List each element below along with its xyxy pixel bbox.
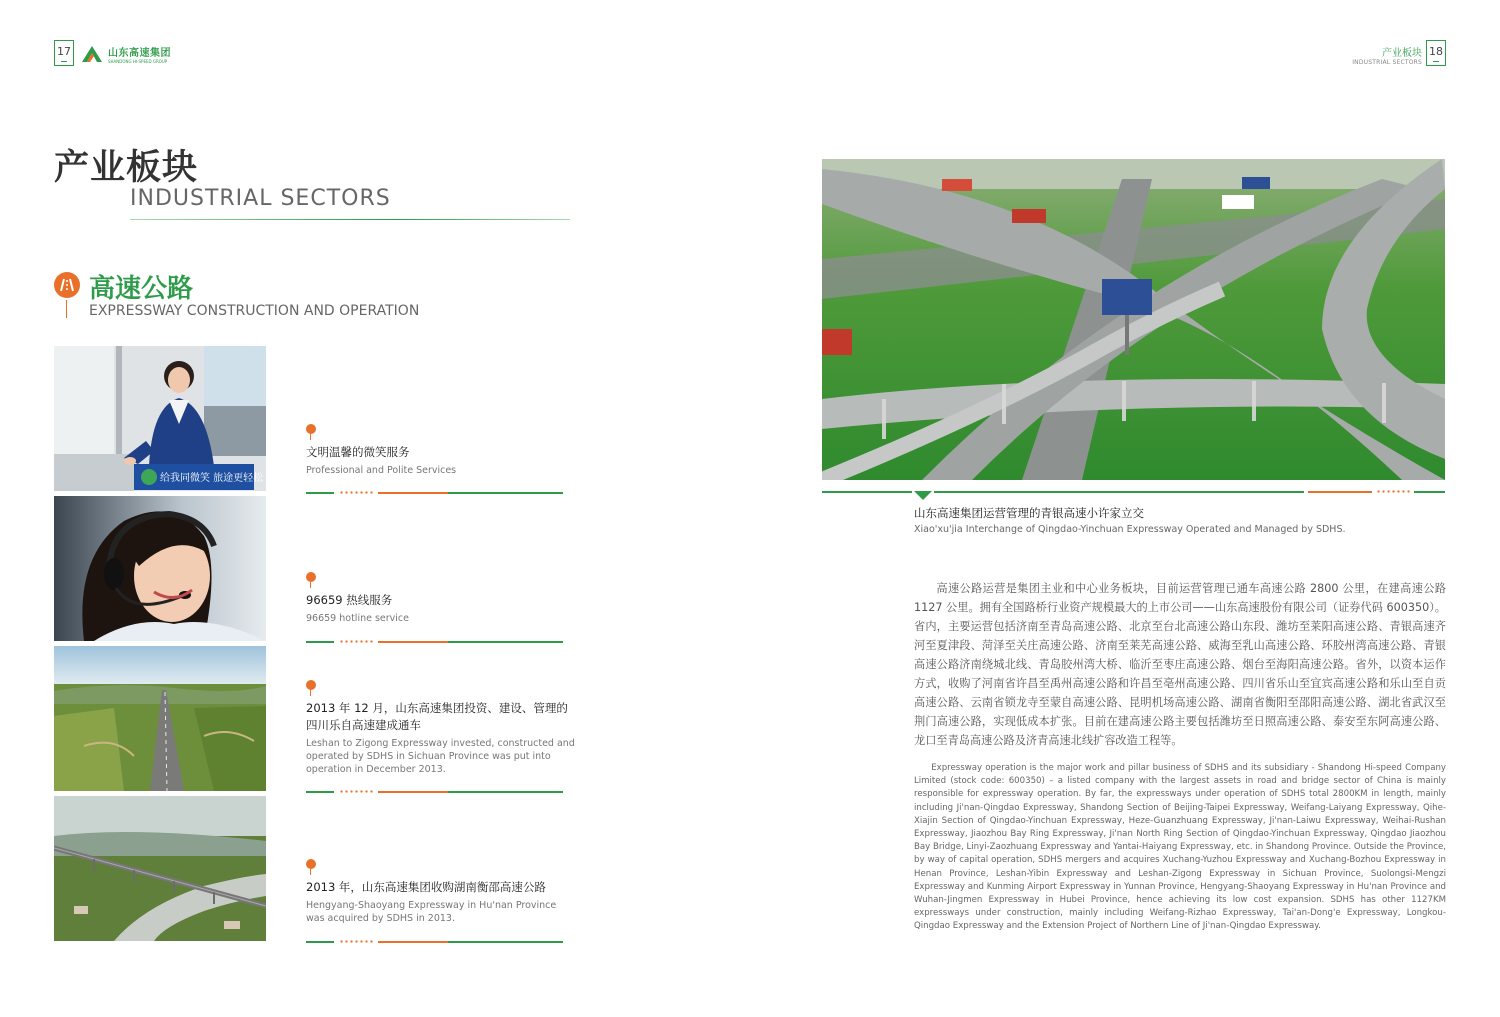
brand-logo (80, 44, 171, 64)
item-divider (306, 791, 563, 793)
section-tick (66, 300, 67, 318)
bullet-icon (306, 859, 316, 869)
page-number-left: 17 (54, 40, 74, 66)
list-item (306, 680, 576, 776)
running-head-en: INDUSTRIAL SECTORS (1352, 59, 1422, 66)
toll-booth-photo (54, 346, 266, 491)
list-item (306, 424, 576, 477)
item-divider (306, 941, 563, 943)
page-title-en: INDUSTRIAL SECTORS (130, 186, 391, 211)
booth-sign-text: 给我同微笑 旅途更轻松 (160, 473, 264, 484)
running-head-cn: 产业板块 (1382, 48, 1422, 59)
page-title: 产业板块 (54, 148, 199, 188)
road-icon (54, 272, 80, 298)
item-title: 2013 年 12 月，山东高速集团投资、建设、管理的四川乐自高速建成通车 (306, 701, 568, 732)
item-subtitle: Leshan to Zigong Expressway invested, constructed and operated by SDHS in Sichuan Province was put into operation in December 2013. (306, 738, 575, 775)
leshan-zigong-expressway-photo (54, 646, 266, 791)
bullet-icon (306, 680, 316, 690)
item-divider (306, 641, 563, 643)
interchange-photo (822, 159, 1445, 480)
item-title: 2013 年，山东高速集团收购湖南衡邵高速公路 (306, 880, 546, 894)
running-head (1352, 44, 1422, 66)
item-subtitle: 96659 hotline service (306, 613, 409, 624)
section-title: 高速公路 (89, 274, 194, 304)
list-item (306, 859, 576, 925)
item-divider (306, 492, 563, 494)
section-title-en: EXPRESSWAY CONSTRUCTION AND OPERATION (89, 303, 420, 319)
brand-name-en: SHANDONG HI-SPEED GROUP (108, 59, 168, 64)
bullet-icon (306, 572, 316, 582)
body-text-en: Expressway operation is the major work and pillar business of SDHS and its subsidiary - Shandong Hi-speed Company Limited (stock code: 600350) – a listed company with the largest assets in road and bridge sector of China is mainly responsible for expressway operation. By far, the expressways under operation of SDHS total 2800KM in length, mainly including Ji'nan-Qingdao Expressway, Shandong Section of Beijing-Taipei Expressway, Weifang-Laiyang Expressway, Qihe-Xiajin Section of Qingdao-Yinchuan Expressway, Heze-Guanzhuang Expressway, Ji'nan-Laiwu Expressway, Weihai-Rushan Expressway, Jiaozhou Bay Ring Expressway, Ji'nan North Ring Section of Qingdao-Yinchuan Expressway, Qingdao Jiaozhou Bay Bridge, Linyi-Zaozhuang Expressway and Yantai-Haiyang Expressway, etc. in Shandong Province. Outside the Province, by way of capital operation, SDHS mergers and acquires Xuchang-Yuzhou Expressway and Xuchang-Bozhou Expressway in Henan Province, Leshan-Yibin Expressway and Leshan-Zigong Expressway in Sichuan Province, Suolongsi-Mengzi Expressway and Kunming Airport Expressway in Yunnan Province, Hengyang-Shaoyang Expressway in Hu'nan Province and Wuhan-Jingmen Expressway in Hubei Province, hence achieving its low cost expansion. SDHS has other 1127KM expressways under construction, mainly including Weifang-Rizhao Expressway, Tai'an-Dong'e Expressway, Longkou-Qingdao Expressway and the Extension Project of Northern Line of Ji'nan-Qingdao Expressway. (914, 763, 1446, 932)
brand-logo-icon (80, 45, 104, 63)
hotline-operator-photo (54, 496, 266, 641)
bullet-icon (306, 424, 316, 434)
photo-caption: 山东高速集团运营管理的青银高速小许家立交 (914, 506, 1144, 520)
photo-caption-en: Xiao'xu'jia Interchange of Qingdao-Yinchuan Expressway Operated and Managed by SDHS. (914, 524, 1346, 535)
title-rule (130, 219, 570, 220)
brand-name: 山东高速集团 (108, 48, 171, 59)
body-text: 高速公路运营是集团主业和中心业务板块，目前运营管理已通车高速公路 2800 公里，在建高速公路 1127 公里。拥有全国路桥行业资产规模最大的上市公司——山东高速股份有限公司（证券代码 600350）。省内，主要运营包括济南至青岛高速公路、北京至台北高速公路山东段、潍坊至莱阳高速公路、青银高速齐河至夏津段、菏泽至关庄高速公路、济南至莱芜高速公路、威海至乳山高速公路、环胶州湾高速公路、青银高速公路济南绕城北线、青岛胶州湾大桥、临沂至枣庄高速公路、烟台至海阳高速公路。省外，以资本运作方式，收购了河南省许昌至禹州高速公路和许昌至亳州高速公路、四川省乐山至宜宾高速公路和乐山至自贡高速公路、云南省锁龙寺至蒙自高速公路、昆明机场高速公路、湖南省衡阳至邵阳高速公路、湖北省武汉至荆门高速公路，实现低成本扩张。目前在建高速公路主要包括潍坊至日照高速公路、泰安至东阿高速公路、龙口至青岛高速公路及济青高速北线扩容改造工程等。 (914, 582, 1446, 747)
item-title: 文明温馨的微笑服务 (306, 445, 410, 459)
item-subtitle: Professional and Polite Services (306, 465, 457, 476)
hengyang-shaoyang-expressway-photo (54, 796, 266, 941)
caption-rule (822, 491, 1445, 493)
item-subtitle: Hengyang-Shaoyang Expressway in Hu'nan Province was acquired by SDHS in 2013. (306, 900, 557, 924)
page-number-right: 18 (1426, 40, 1446, 66)
list-item (306, 572, 576, 625)
item-title: 96659 热线服务 (306, 593, 393, 607)
